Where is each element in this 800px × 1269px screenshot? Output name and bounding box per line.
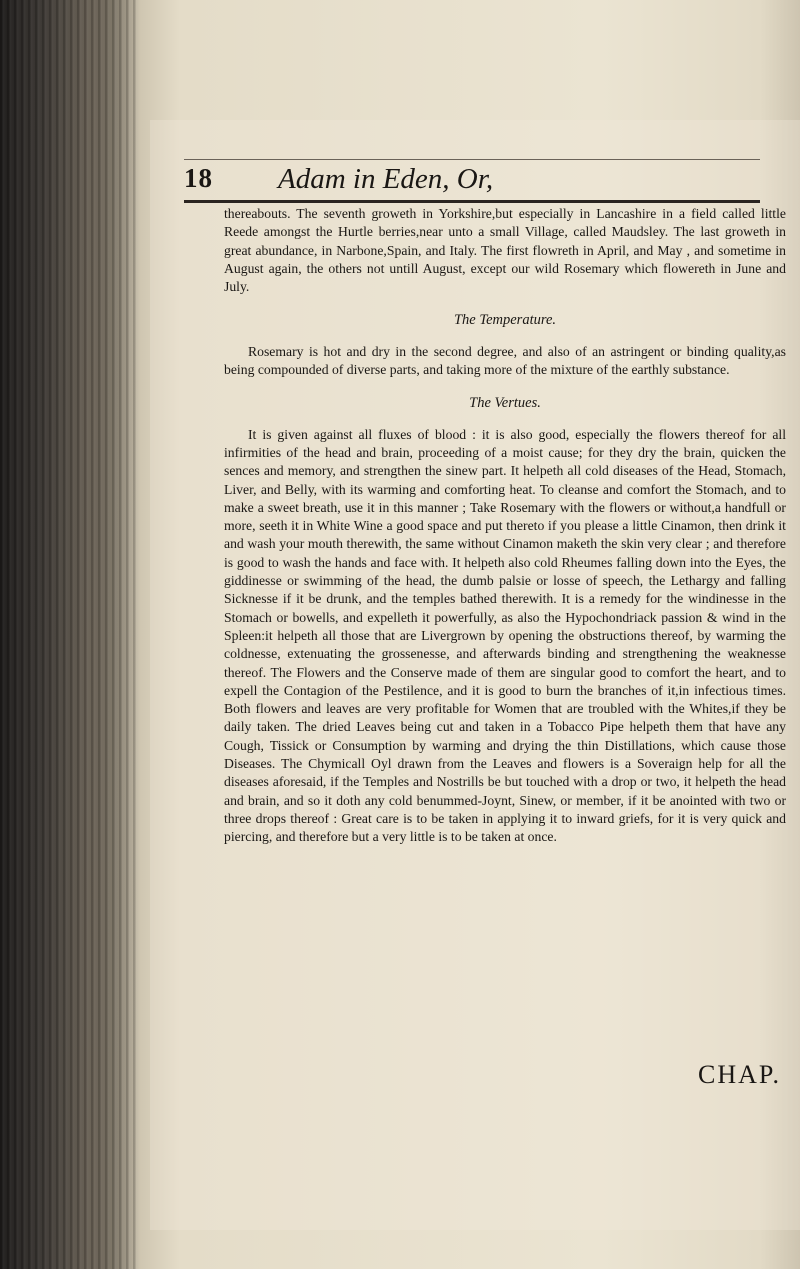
heading-temperature: The Temperature. xyxy=(453,312,557,329)
body-text xyxy=(224,205,786,847)
header-top-rule xyxy=(184,159,760,160)
page-number: 18 xyxy=(184,163,213,193)
paragraph-temperature: Rosemary is hot and dry in the second degree, and also of an astringent or binding quality,as being compounded of diverse parts, and taking more of the mixture of the earthly substance. xyxy=(224,343,786,378)
heading-vertues: The Vertues. xyxy=(469,395,541,412)
running-head-title: Adam in Eden, Or, xyxy=(278,163,494,195)
running-head xyxy=(184,163,744,205)
book-binding-gutter xyxy=(0,0,140,1269)
header-rule xyxy=(184,200,760,203)
catchword: CHAP. xyxy=(698,1060,781,1089)
paragraph-flowering-times: thereabouts. The seventh groweth in Yorkshire,but especially in Lancashire in a field called little Reede amongst the Hurtle berries,near unto a small Village, called Maudsley. The last groweth in great abundance, in Narbone,Spain, and Italy. The first flowreth in April, and May , and sometime in August again, the others not untill August, except our wild Rosemary which flowereth in June and July. xyxy=(224,206,786,295)
paragraph-vertues: It is given against all fluxes of blood : it is also good, especially the flowers thereof for all infirmities of the head and brain, proceeding of a moist cause; for they dry the brain, quicken the sences and memory, and strengthen the sinew part. It helpeth all cold diseases of the Head, Stomach, Liver, and Belly, with its warming and comforting heat. To cleanse and comfort the Stomach, and to make a sweet breath, use it in this manner ; Take Rosemary with the flowers or without,a handfull or more, seeth it in White Wine a good space and put thereto if you please a little Cinamon, then drink it and wash your mouth therewith, the same without Cinamon maketh the skin very clear ; and therefore is good to wash the hands and face with. It helpeth also cold Rheumes falling down into the Eyes, the giddinesse or swimming of the head, the dumb palsie or losse of speech, the Lethargy and falling Sicknesse if it be drunk, and the temples bathed therewith. It is a remedy for the windinesse in the Stomach or bowells, and expelleth it powerfully, as also the Hypochondriack passion & wind in the Spleen:it helpeth all those that are Livergrown by opening the obstructions thereof, by warming the coldnesse, extenuating the grossenesse, and afterwards binding and strengthening the weaknesse thereof. The Flowers and the Conserve made of them are singular good to comfort the heart, and to expell the Contagion of the Pestilence, and it is good to burn the branches of it,in infectious times. Both flowers and leaves are very profitable for Women that are troubled with the Whites,if they be daily taken. The dried Leaves being cut and taken in a Tobacco Pipe helpeth them that have any Cough, Tissick or Consumption by warming and drying the thin Distillations, which cause those Diseases. The Chymicall Oyl drawn from the Leaves and flowers is a Soveraign help for all the diseases aforesaid, if the Temples and Nostrills be but touched with a drop or two, it helpeth the head and brain, and so it doth any cold benummed-Joynt, Sinew, or member, if it be anointed with two or three drops thereof : Great care is to be taken in applying it to inward griefs, for it is very quick and piercing, and therefore but a very little is to be taken at once. xyxy=(224,426,786,845)
